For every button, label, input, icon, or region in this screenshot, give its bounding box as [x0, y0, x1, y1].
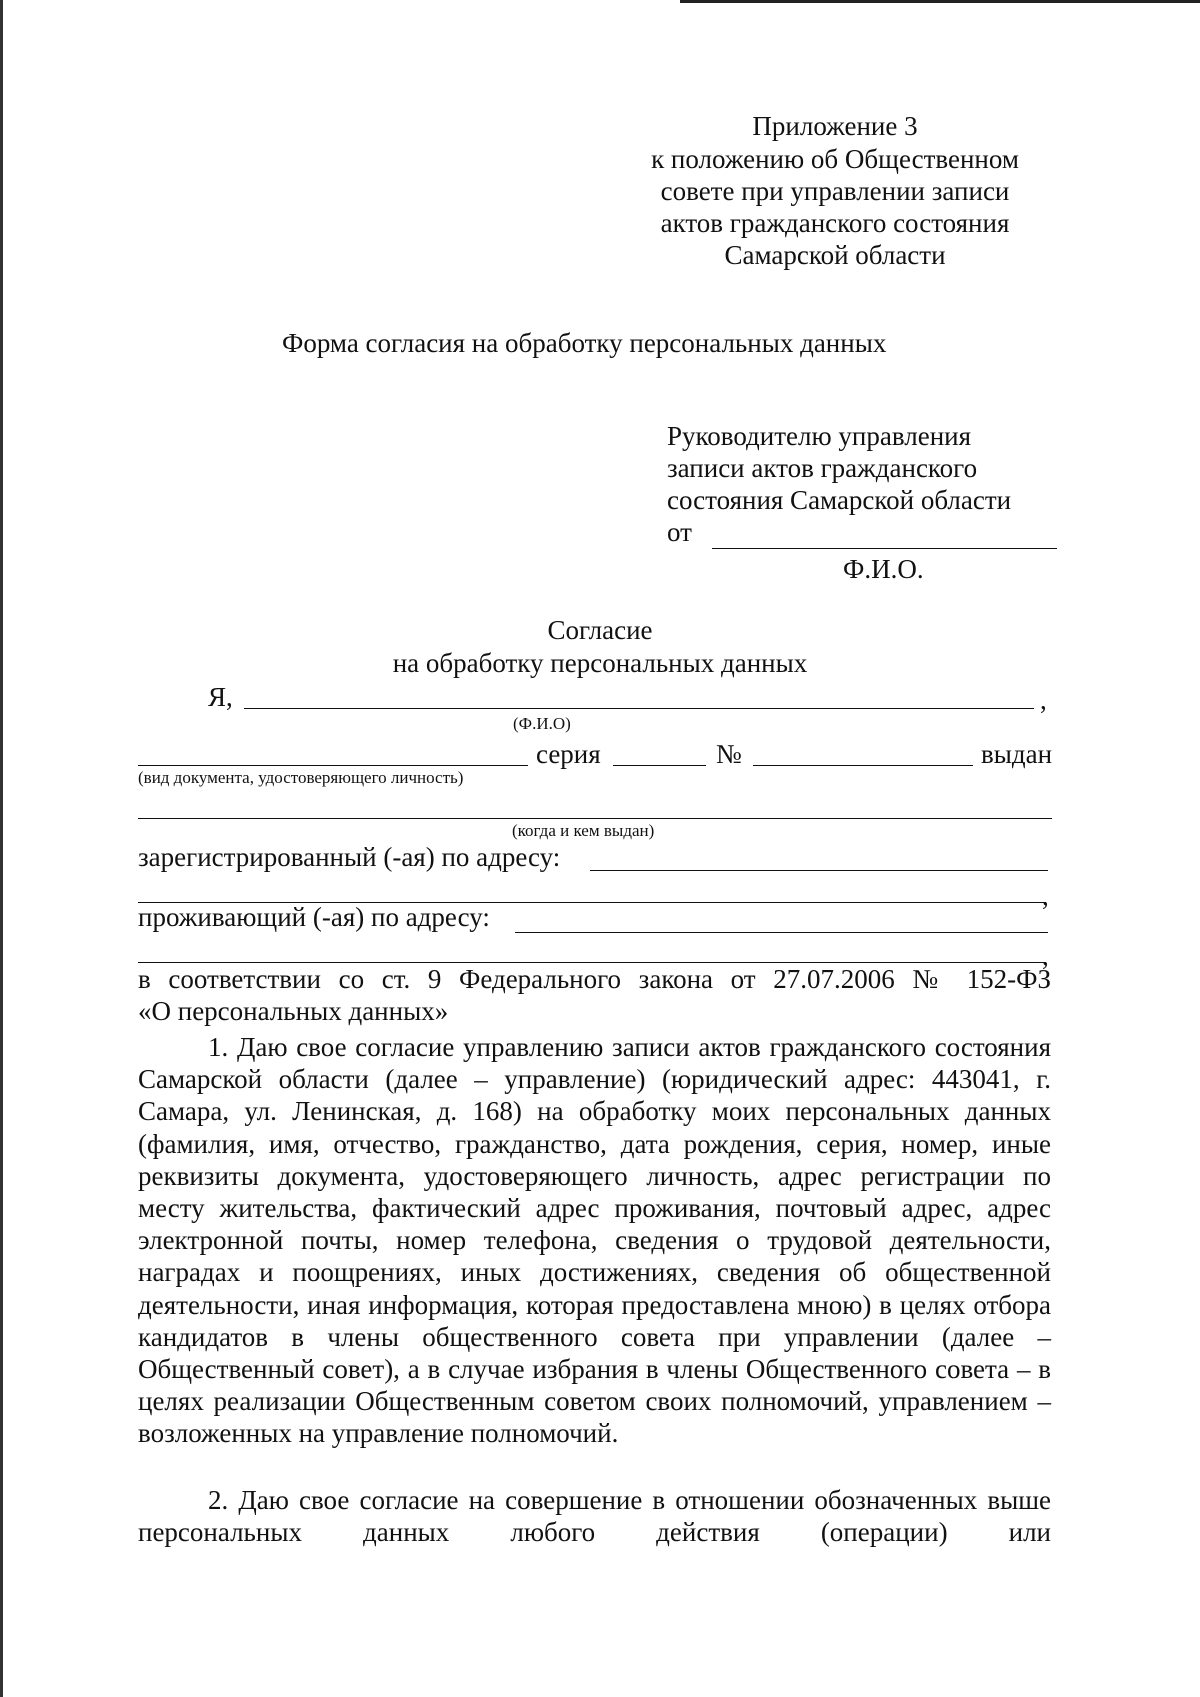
scan-edge-left: [0, 0, 3, 1697]
fio-line[interactable]: [244, 708, 1034, 709]
residing-label: проживающий (-ая) по адресу:: [138, 902, 490, 932]
addressee-line: Руководителю управления: [667, 421, 972, 451]
appendix-line: Приложение 3: [752, 111, 918, 141]
law-reference-line2: «О персональных данных»: [138, 996, 449, 1026]
series-label: серия: [536, 739, 601, 769]
registered-label: зарегистрированный (-ая) по адресу:: [138, 842, 561, 872]
comma: ,: [1040, 685, 1047, 715]
fio-label: Ф.И.О.: [843, 554, 924, 584]
form-title: Форма согласия на обработку персональных данных: [282, 328, 887, 358]
fio-hint: (Ф.И.О): [513, 714, 571, 733]
i-label: Я,: [208, 682, 233, 712]
document-hint: (вид документа, удостоверяющего личность): [138, 768, 464, 787]
document-type-line[interactable]: [138, 765, 528, 766]
issued-hint: (когда и кем выдан): [512, 821, 655, 840]
addressee-line: состояния Самарской области: [667, 485, 1012, 515]
paragraph-1: 1. Даю свое согласие управлению записи актов гражданского состояния Самарской области (далее – управление) (юридический адрес: 443041, г. Самара, ул. Ленинская, д. 168) на обработку моих персональных данных (фамилия, имя, отчество, гражданство, дата рождения, серия, номер, иные реквизиты документа, удостоверяющего личность, адрес регистрации по месту жительства, фактический адрес проживания, почтовый адрес, адрес электронной почты, номер телефона, сведения о трудовой деятельности, наградах и поощрениях, иных достижениях, сведения об общественной деятельности, иная информация, которая предоставлена мною) в целях отбора кандидатов в члены общественного совета при управлении (далее – Общественный совет), а в случае избрания в члены Общественного совета – в целях реализации Общественным советом своих полномочий, управлением – возложенных на управление полномочий.: [138, 1032, 1051, 1449]
number-label: №: [716, 739, 742, 769]
addressee-line: записи актов гражданского: [667, 453, 978, 483]
appendix-line: совете при управлении записи: [660, 176, 1010, 206]
issued-line[interactable]: [138, 818, 1052, 819]
from-label: от: [667, 517, 692, 547]
comma: ,: [1042, 941, 1049, 971]
from-fio-line[interactable]: [712, 548, 1057, 549]
issued-label: выдан: [981, 739, 1053, 769]
residing-address-line[interactable]: [515, 932, 1048, 933]
scan-edge-top: [680, 0, 1200, 3]
registered-address-line[interactable]: [590, 870, 1048, 871]
comma: ,: [1042, 881, 1049, 911]
consent-subtitle: на обработку персональных данных: [392, 648, 808, 678]
consent-title: Согласие: [547, 615, 653, 645]
series-line[interactable]: [613, 765, 706, 766]
appendix-line: к положению об Общественном: [651, 144, 1019, 174]
appendix-line: Самарской области: [724, 240, 946, 270]
paragraph-2: 2. Даю свое согласие на совершение в отношении обозначенных выше персональных данных любого действия (операции) или: [138, 1485, 1051, 1548]
number-line[interactable]: [753, 765, 973, 766]
appendix-line: актов гражданского состояния: [660, 208, 1010, 238]
law-reference-line1: в соответствии со ст. 9 Федерального закона от 27.07.2006 № 152-ФЗ: [138, 964, 1051, 994]
